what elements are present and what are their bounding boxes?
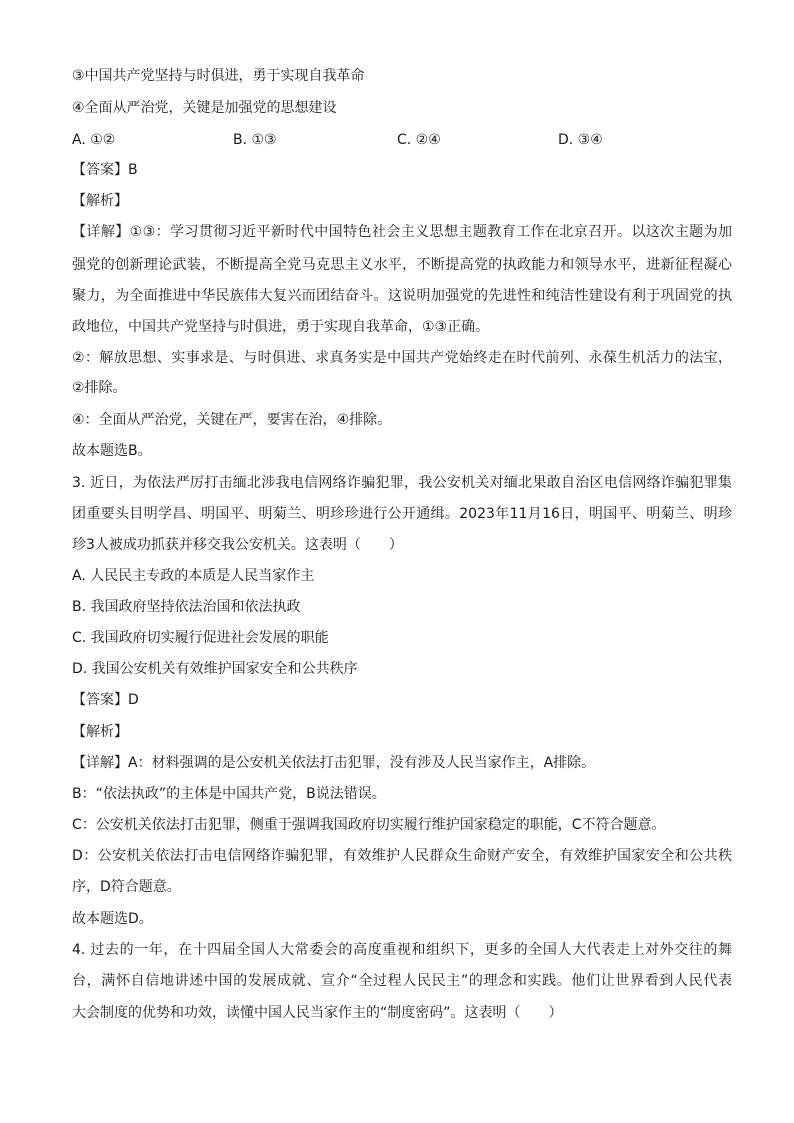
detail-paragraph: C：公安机关依法打击犯罪，侧重于强调我国政府切实履行维护国家稳定的职能，C不符合题意。 bbox=[72, 817, 666, 833]
detail-paragraph: ②：解放思想、实事求是、与时俱进、求真务实是中国共产党始终走在时代前列、永葆生机活力的法宝， bbox=[72, 350, 732, 366]
option-c: C. 我国政府切实履行促进社会发展的职能 bbox=[72, 630, 329, 646]
question-4-stem: 4. 过去的一年，在十四届全国人大常委会的高度重视和组织下，更多的全国人大代表走上对外交往的舞 bbox=[72, 942, 732, 958]
analysis-label: 【解析】 bbox=[72, 724, 128, 740]
question-3-stem: 3. 近日，为依法严厉打击缅北涉我电信网络诈骗犯罪，我公安机关对缅北果敢自治区电信网络诈骗犯罪集 bbox=[72, 475, 732, 491]
detail-paragraph: 政地位，中国共产党坚持与时俱进，勇于实现自我革命，①③正确。 bbox=[72, 319, 490, 335]
detail-paragraph: 强党的创新理论武装，不断提高全党马克思主义水平，不断提高党的执政能力和领导水平，进新征程凝心 bbox=[72, 257, 732, 273]
detail-paragraph: ④：全面从严治党，关键在严，要害在治，④排除。 bbox=[72, 412, 392, 428]
answer-label: 【答案】D bbox=[72, 692, 139, 708]
detail-paragraph: D：公安机关依法打击电信网络诈骗犯罪，有效维护人民群众生命财产安全，有效维护国家安全和公共秩 bbox=[72, 848, 732, 864]
conclusion: 故本题选D。 bbox=[72, 911, 153, 927]
option-c: C. ②④ bbox=[397, 132, 441, 148]
analysis-label: 【解析】 bbox=[72, 193, 128, 209]
detail-paragraph: 【详解】A：材料强调的是公安机关依法打击犯罪，没有涉及人民当家作主，A排除。 bbox=[72, 755, 596, 771]
answer-label: 【答案】B bbox=[72, 162, 138, 178]
option-d: D. 我国公安机关有效维护国家安全和公共秩序 bbox=[72, 661, 358, 677]
option-b: B. 我国政府坚持依法治国和依法执政 bbox=[72, 599, 301, 615]
question-3-stem: 珍3人被成功抓获并移交我公安机关。这表明（ ） bbox=[72, 537, 403, 553]
question-4-stem: 大会制度的优势和功效，读懂中国人民当家作主的“制度密码”。这表明（ ） bbox=[72, 1005, 563, 1021]
question-4-stem: 台，满怀自信地讲述中国的发展成就、宣介“全过程人民民主”的理念和实践。他们让世界看到人民代表 bbox=[72, 973, 732, 989]
choice-item-3: ③中国共产党坚持与时俱进，勇于实现自我革命 bbox=[72, 68, 365, 84]
detail-paragraph: B：“依法执政”的主体是中国共产党，B说法错误。 bbox=[72, 786, 386, 802]
detail-paragraph: 序，D符合题意。 bbox=[72, 879, 181, 895]
option-a: A. 人民民主专政的本质是人民当家作主 bbox=[72, 568, 315, 584]
detail-paragraph: ②排除。 bbox=[72, 380, 127, 396]
choice-item-4: ④全面从严治党，关键是加强党的思想建设 bbox=[72, 100, 337, 116]
conclusion: 故本题选B。 bbox=[72, 443, 152, 459]
option-a: A. ①② bbox=[72, 132, 116, 148]
detail-paragraph: 【详解】①③：学习贯彻习近平新时代中国特色社会主义思想主题教育工作在北京召开。以这次主题为加 bbox=[72, 224, 732, 240]
option-b: B. ①③ bbox=[233, 132, 277, 148]
question-3-stem: 团重要头目明学昌、明国平、明菊兰、明珍珍进行公开通缉。2023年11月16日，明国平、明菊兰、明珍 bbox=[72, 506, 732, 522]
option-d: D. ③④ bbox=[558, 132, 603, 148]
detail-paragraph: 聚力，为全面推进中华民族伟大复兴而团结奋斗。这说明加强党的先进性和纯洁性建设有利于巩固党的执 bbox=[72, 288, 732, 304]
